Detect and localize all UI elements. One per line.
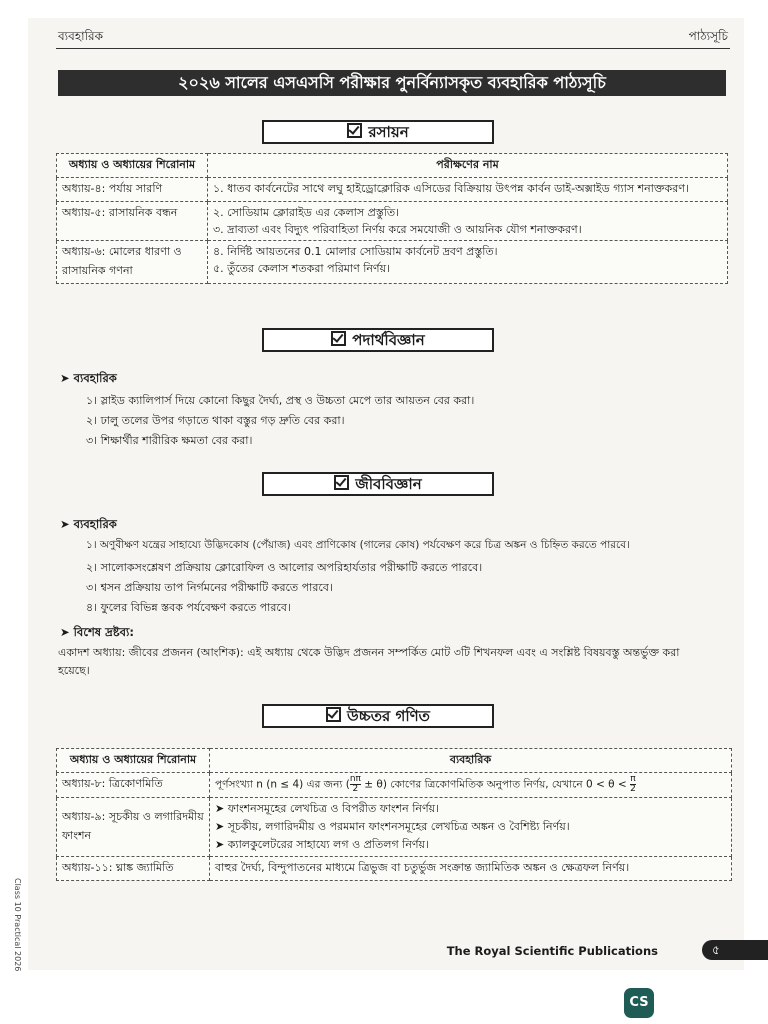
chemistry-title-text: রসায়ন xyxy=(368,123,409,141)
experiment-cell xyxy=(208,241,728,284)
special-note-text: একাদশ অধ্যায়: জীবের প্রজনন (আংশিক): এই অধ্যায় থেকে উদ্ভিদ প্রজনন সম্পর্কিত মোট ৩টি শিখনফল এবং এ সংশ্লিষ্ট বিষয়বস্তু অন্তর্ভুক্ত করা হয়েছে। xyxy=(58,646,680,677)
table-row xyxy=(57,797,732,856)
fraction-numerator: π xyxy=(630,774,636,784)
experiment-cell xyxy=(208,178,728,202)
physics-label-text: ব্যবহারিক xyxy=(73,371,117,385)
physics-title-text: পদার্থবিজ্ঞান xyxy=(352,331,425,349)
chapter-cell: অধ্যায়-৯: সূচকীয় ও লগারিদমীয় ফাংশন xyxy=(57,797,210,856)
section-physics-title xyxy=(262,328,494,352)
physics-label: ➤ ব্যবহারিক xyxy=(60,371,117,385)
table-header-cell: ব্যবহারিক xyxy=(210,749,732,773)
formula-text: পূর্ণসংখ্যা n (n ≤ 4) এর জন্য ( xyxy=(215,778,350,791)
experiment-cell xyxy=(208,202,728,241)
biology-item: ২। সালোকসংশ্লেষণ প্রক্রিয়ায় ক্লোরোফিল ও আলোর অপরিহার্যতার পরীক্ষাটি করতে পারবে। xyxy=(86,561,483,574)
practical-item: ➤ ফাংশনসমূহের লেখচিত্র ও বিপরীত ফাংশন নির্ণয়। xyxy=(215,801,440,815)
camscanner-logo-icon: CS xyxy=(624,988,654,1018)
special-note-title: ➤ বিশেষ দ্রষ্টব্য: xyxy=(60,625,134,639)
experiment-item: ২. সোডিয়াম ক্লোরাইড এর কেলাস প্রস্তুতি। xyxy=(213,206,400,219)
section-math-title xyxy=(262,704,494,728)
practical-cell xyxy=(210,773,732,798)
header-left: ব্যবহারিক xyxy=(58,29,104,43)
physics-item: ১। স্লাইড ক্যালিপার্স দিয়ে কোনো কিছুর দৈর্ঘ্য, প্রস্থ ও উচ্চতা মেপে তার আয়তন বের করা। xyxy=(86,394,475,407)
side-margin-text: Class 10 Practical 2026 xyxy=(13,878,22,972)
experiment-item: ৪. নির্দিষ্ট আয়তনের 0.1 মোলার সোডিয়াম কার্বনেট দ্রবণ প্রস্তুতি। xyxy=(213,245,498,258)
section-biology-title xyxy=(262,472,494,496)
checkbox-icon xyxy=(326,707,341,722)
fraction-pi-over-2 xyxy=(630,775,636,794)
biology-item: ১। অণুবীক্ষণ যন্ত্রের সাহায্যে উদ্ভিদকোষ (পেঁয়াজ) এবং প্রাণিকোষ (গালের কোষ) পর্যবেক্ষণ করে চিত্র অঙ্কন ও চিহ্নিত করতে পারবে। xyxy=(86,539,630,551)
table-header-row xyxy=(57,749,732,773)
header-right: পাঠ্যসূচি xyxy=(688,29,728,43)
checkbox-icon xyxy=(347,123,362,138)
practical-cell xyxy=(210,797,732,856)
experiment-item: ৩. দ্রাব্যতা এবং বিদ্যুৎ পরিবাহিতা নির্ণয় করে সমযোজী ও আয়নিক যৌগ শনাক্তকরণ। xyxy=(213,223,582,236)
fraction-n-pi-over-2 xyxy=(350,775,361,794)
table-row xyxy=(57,773,732,798)
page-title-banner: ২০২৬ সালের এসএসসি পরীক্ষার পুনর্বিন্যাসকৃত ব্যবহারিক পাঠ্যসূচি xyxy=(58,70,726,96)
chapter-cell: অধ্যায়-৪: পর্যায় সারণি xyxy=(57,178,208,202)
practical-cell: বাহুর দৈর্ঘ্য, বিন্দুপাতনের মাধ্যমে ত্রিভুজ বা চতুর্ভুজ সংক্রান্ত জ্যামিতিক অঙ্কন ও ক্ষেত্রফল নির্ণয়। xyxy=(210,856,732,880)
biology-label-text: ব্যবহারিক xyxy=(73,517,117,531)
section-chemistry-title xyxy=(262,120,494,144)
fraction-denominator: 2 xyxy=(630,784,636,794)
table-row xyxy=(57,241,728,284)
experiment-item: ১. ধাতব কার্বনেটের সাথে লঘু হাইড্রোক্লোরিক এসিডের বিক্রিয়ায় উৎপন্ন কার্বন ডাই-অক্সাইড গ্যাস শনাক্তকরণ। xyxy=(213,182,689,195)
header-divider xyxy=(56,48,730,49)
math-table xyxy=(56,748,732,881)
table-header-cell: অধ্যায় ও অধ্যায়ের শিরোনাম xyxy=(57,749,210,773)
table-header-cell: পরীক্ষণের নাম xyxy=(208,154,728,178)
document-page xyxy=(13,18,744,972)
formula-text: ± θ) কোণের ত্রিকোণমিতিক অনুপাত নির্ণয়, যেখানে 0 < θ < xyxy=(360,778,631,791)
practical-item: ➤ সূচকীয়, লগারিদমীয় ও পরমমান ফাংশনসমূহের লেখচিত্র অঙ্কন ও বৈশিষ্ট্য নির্ণয়। xyxy=(215,819,570,833)
biology-label: ➤ ব্যবহারিক xyxy=(60,517,117,531)
chemistry-table xyxy=(56,153,728,284)
table-header-cell: অধ্যায় ও অধ্যায়ের শিরোনাম xyxy=(57,154,208,178)
publisher-name: The Royal Scientific Publications xyxy=(446,944,658,958)
chapter-cell: অধ্যায়-৬: মোলের ধারণা ও রাসায়নিক গণনা xyxy=(57,241,208,284)
chapter-cell: অধ্যায়-৫: রাসায়নিক বন্ধন xyxy=(57,202,208,241)
table-header-row xyxy=(57,154,728,178)
table-row xyxy=(57,202,728,241)
math-title-text: উচ্চতর গণিত xyxy=(347,707,430,725)
checkbox-icon xyxy=(331,331,346,346)
experiment-item: ৫. তুঁতের কেলাস শতকরা পরিমাণ নির্ণয়। xyxy=(213,262,390,275)
physics-item: ৩। শিক্ষার্থীর শারীরিক ক্ষমতা বের করা। xyxy=(86,434,253,447)
biology-title-text: জীববিজ্ঞান xyxy=(355,475,422,493)
chapter-cell: অধ্যায়-১১: ঘ্নাঙ্ক জ্যামিতি xyxy=(57,856,210,880)
table-row xyxy=(57,178,728,202)
chapter-cell: অধ্যায়-৮: ত্রিকোণমিতি xyxy=(57,773,210,798)
special-note-title-text: বিশেষ দ্রষ্টব্য: xyxy=(73,625,134,639)
practical-item: ➤ ক্যালকুলেটরের সাহায্যে লগ ও প্রতিলগ নির্ণয়। xyxy=(215,837,429,851)
page-number: ৫ xyxy=(702,940,768,960)
fraction-numerator: nπ xyxy=(349,774,361,784)
table-row xyxy=(57,856,732,880)
biology-item: ৪। ফুলের বিভিন্ন স্তবক পর্যবেক্ষণ করতে পারবে। xyxy=(86,601,291,614)
physics-item: ২। ঢালু তলের উপর গড়াতে থাকা বস্তুর গড় দ্রুতি বের করা। xyxy=(86,414,345,427)
biology-item: ৩। শ্বসন প্রক্রিয়ায় তাপ নির্গমনের পরীক্ষাটি করতে পারবে। xyxy=(86,581,333,594)
checkbox-icon xyxy=(334,475,349,490)
fraction-denominator: 2 xyxy=(352,784,359,794)
